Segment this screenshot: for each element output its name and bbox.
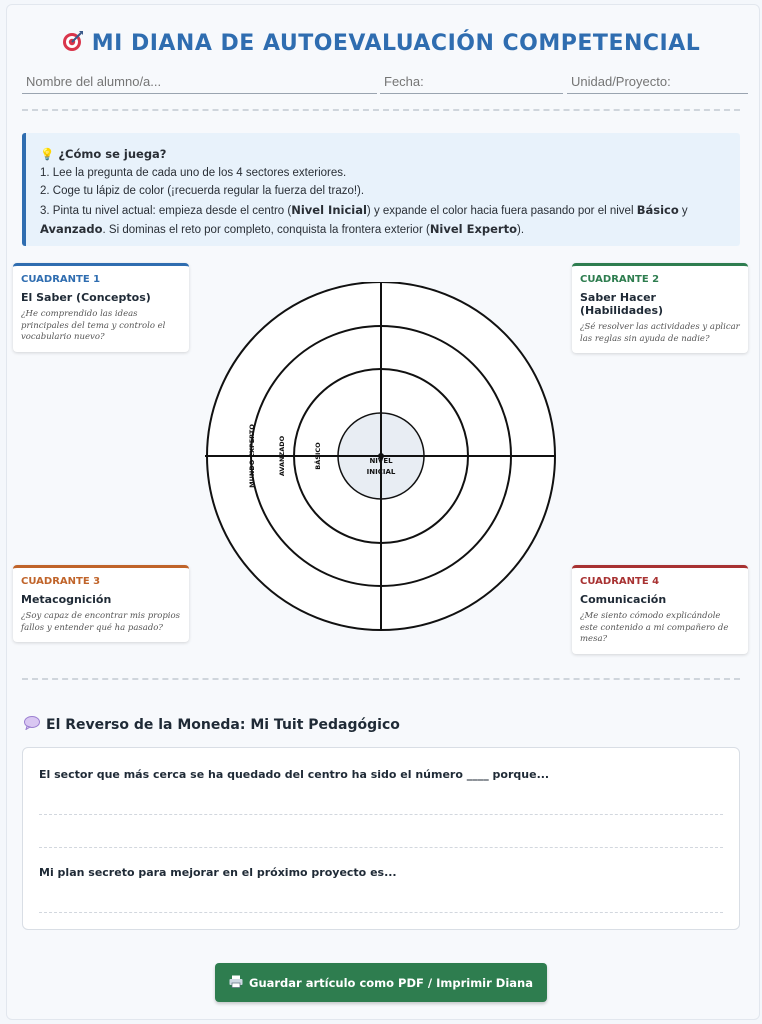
level-label-basic: BÁSICO xyxy=(314,442,322,470)
print-button[interactable] xyxy=(215,963,547,1002)
instruction-step-1: 1. Lee la pregunta de cada uno de los 4 sectores exteriores. xyxy=(40,166,347,179)
reflection-prompt-2: Mi plan secreto para mejorar en el próximo proyecto es... xyxy=(39,866,397,879)
printer-icon xyxy=(229,975,243,991)
quadrant-title: El Saber (Conceptos) xyxy=(21,291,151,304)
divider xyxy=(22,109,740,111)
reflection-title: El Reverso de la Moneda: Mi Tuit Pedagógico xyxy=(24,716,400,734)
page-title xyxy=(0,30,762,58)
print-button-label: Guardar artículo como PDF / Imprimir Diana xyxy=(249,975,533,990)
quadrant-title: Comunicación xyxy=(580,593,667,606)
date-field[interactable] xyxy=(380,70,563,94)
center-label-line2: INICIAL xyxy=(366,468,396,476)
level-label-advanced: AVANZADO xyxy=(278,435,286,477)
quadrant-label: CUADRANTE 3 xyxy=(21,576,101,587)
instruction-step-2: 2. Coge tu lápiz de color (¡recuerda regular la fuerza del trazo!). xyxy=(40,185,365,197)
unit-project-field[interactable] xyxy=(567,70,748,94)
quadrant-label: CUADRANTE 2 xyxy=(580,274,660,285)
quadrant-card-3 xyxy=(13,565,189,642)
quadrant-card-1 xyxy=(13,263,189,352)
answer-line[interactable] xyxy=(39,847,723,848)
quadrant-title: Saber Hacer (Habilidades) xyxy=(580,291,664,317)
instructions-heading: 💡 ¿Cómo se juega? xyxy=(40,147,167,161)
quadrant-question: ¿Soy capaz de encontrar mis propios fallos y entender qué ha pasado? xyxy=(21,611,180,633)
quadrant-question: ¿Sé resolver las actividades y aplicar las reglas sin ayuda de nadie? xyxy=(580,322,740,344)
lightbulb-icon: 💡 xyxy=(40,147,55,161)
quadrant-card-2 xyxy=(572,263,748,353)
instruction-step-3: 3. Pinta tu nivel actual: empieza desde el centro (Nivel Inicial) y expande el color hacia fuera pasando por el nivel Básico y Avanzado. Si dominas el reto por completo, conquista la frontera exterior (Nivel Experto). xyxy=(40,202,688,236)
answer-line[interactable] xyxy=(39,814,723,815)
level-label-expert: MUNDO EXPERTO xyxy=(248,424,256,488)
reflection-box xyxy=(22,747,740,930)
quadrant-question: ¿Me siento cómodo explicándole este contenido a mi compañero de mesa? xyxy=(580,611,729,644)
quadrant-title: Metacognición xyxy=(21,593,112,606)
quadrant-card-4 xyxy=(572,565,748,654)
target-icon xyxy=(62,30,84,58)
student-name-field[interactable] xyxy=(22,70,377,94)
reflection-prompt-1: El sector que más cerca se ha quedado del centro ha sido el número ____ porque... xyxy=(39,768,550,781)
instructions-box xyxy=(22,133,740,246)
self-assessment-target[interactable] xyxy=(205,282,557,634)
center-label-line1: NIVEL xyxy=(369,457,393,465)
title-text: MI DIANA DE AUTOEVALUACIÓN COMPETENCIAL xyxy=(91,31,701,56)
quadrant-label: CUADRANTE 4 xyxy=(580,576,660,587)
quadrant-label: CUADRANTE 1 xyxy=(21,274,101,285)
quadrant-question: ¿He comprendido las ideas principales del tema y controlo el vocabulario nuevo? xyxy=(21,309,166,342)
divider xyxy=(22,678,740,680)
speech-bubble-icon xyxy=(24,716,40,734)
answer-line[interactable] xyxy=(39,912,723,913)
